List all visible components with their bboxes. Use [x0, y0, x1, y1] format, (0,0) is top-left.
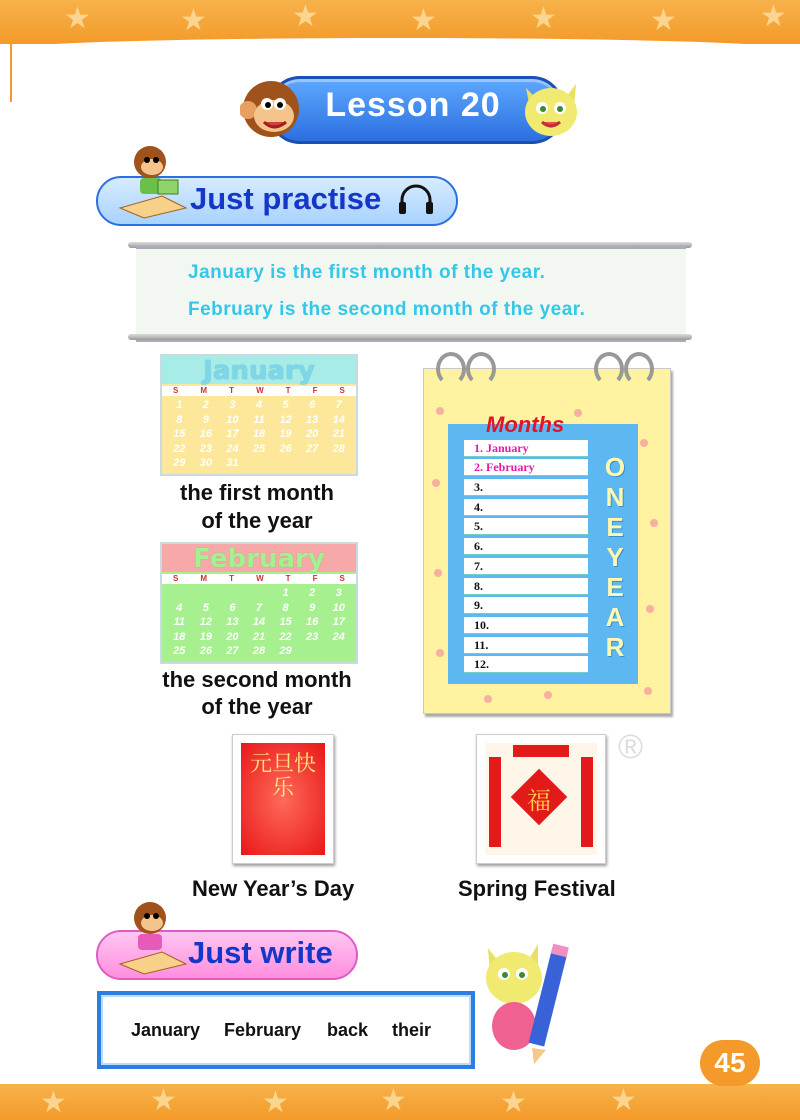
calendar-date: 20	[226, 630, 239, 643]
calendar-date: 9	[202, 413, 209, 426]
star-icon: ★	[530, 1, 557, 36]
calendar-date: 4	[255, 399, 263, 411]
star-icon: ★	[650, 3, 677, 38]
month-row[interactable]: 5.	[464, 518, 588, 535]
one-year-label: ONE YEAR	[604, 452, 626, 662]
calendar-date: 7	[255, 601, 263, 614]
february-calendar	[160, 542, 358, 664]
calendar-date: 15	[173, 428, 186, 441]
calendar-date: 11	[173, 616, 185, 629]
calendar-date: 12	[199, 616, 212, 629]
calendar-date: 5	[282, 399, 289, 411]
calendar-date: 18	[252, 428, 266, 441]
weekday-letter: W	[256, 386, 264, 395]
calendar-weekday-row	[162, 574, 356, 584]
calendar-date: 17	[332, 616, 345, 629]
weekday-letter: F	[312, 386, 318, 395]
month-row: 2. February	[464, 459, 588, 476]
calendar-date: 31	[226, 457, 239, 470]
calendar-date: 19	[199, 630, 212, 643]
calendar-date: 22	[173, 442, 186, 455]
weekday-letter: S	[339, 386, 345, 395]
word-item: February	[224, 1020, 302, 1040]
month-row[interactable]: 10.	[464, 617, 588, 634]
calendar-date: 9	[309, 601, 316, 614]
weekday-letter: T	[229, 386, 235, 395]
registered-watermark: ®	[618, 728, 644, 766]
word-item: January	[131, 1020, 201, 1040]
new-year-card-picture	[232, 734, 334, 864]
calendar-date: 5	[202, 601, 209, 614]
calendar-date: 14	[332, 413, 345, 426]
calendar-date: 7	[335, 399, 342, 411]
month-row[interactable]: 9.	[464, 597, 588, 614]
binder-ring-icon	[624, 352, 654, 386]
door-lintel	[513, 745, 569, 757]
left-border-line	[10, 44, 12, 102]
calendar-date: 2	[309, 587, 316, 599]
star-icon: ★	[262, 1085, 289, 1120]
month-row: 1. January	[464, 440, 588, 457]
star-icon: ★	[292, 0, 319, 34]
star-icon: ★	[500, 1085, 527, 1120]
calendar-date: 27	[226, 645, 239, 658]
star-icon: ★	[610, 1083, 637, 1118]
calendar-date: 28	[252, 645, 266, 658]
calendar-date: 30	[199, 457, 212, 470]
binder-ring-icon	[466, 352, 496, 386]
weekday-letter: T	[285, 386, 291, 395]
calendar-date: 6	[229, 601, 236, 614]
calendar-date: 1	[176, 399, 183, 411]
calendar-date: 14	[252, 616, 266, 629]
weekday-letter: T	[229, 574, 235, 583]
calendar-date-grid	[166, 398, 352, 471]
calendar-date: 10	[226, 413, 239, 426]
calendar-date: 26	[199, 645, 212, 658]
calendar-date: 3	[229, 399, 236, 411]
month-row[interactable]: 6.	[464, 538, 588, 555]
star-icon: ★	[180, 3, 207, 38]
star-icon: ★	[380, 1083, 407, 1118]
headphones-icon[interactable]	[396, 182, 436, 216]
calendar-date: 15	[279, 616, 292, 629]
calendar-date: 8	[176, 413, 183, 426]
calendar-date: 8	[282, 601, 289, 614]
weekday-letter: M	[200, 574, 208, 583]
february-caption-line2: of the year	[201, 694, 313, 719]
weekday-letter: S	[173, 386, 179, 395]
january-caption-line2: of the year	[201, 508, 313, 533]
month-row[interactable]: 7.	[464, 558, 588, 575]
calendar-blank	[193, 586, 220, 601]
calendar-date: 27	[306, 442, 319, 455]
lesson-title: Lesson 20	[325, 86, 501, 124]
calendar-date: 4	[176, 601, 183, 614]
calendar-date: 12	[279, 413, 292, 426]
calendar-month-name: January	[162, 356, 356, 384]
calendar-blank	[246, 586, 273, 601]
binder-ring-icon	[594, 352, 624, 386]
page-number: 45	[714, 1047, 746, 1078]
new-year-card-text: 元旦快乐	[249, 752, 316, 801]
cat-with-pencil-icon	[476, 940, 596, 1066]
calendar-date: 22	[279, 630, 292, 643]
sentence-line: February is the second month of the year.	[188, 299, 586, 320]
left-couplet	[489, 757, 501, 847]
calendar-date: 2	[202, 399, 209, 411]
calendar-date: 21	[332, 428, 345, 441]
just-write-title: Just write	[188, 935, 333, 970]
calendar-date: 3	[335, 587, 342, 599]
calendar-date: 19	[279, 428, 292, 441]
calendar-date: 21	[252, 630, 266, 643]
right-couplet	[581, 757, 593, 847]
monkey-reading-icon	[112, 140, 192, 220]
january-calendar	[160, 354, 358, 476]
calendar-date-grid	[166, 586, 352, 659]
month-row[interactable]: 11.	[464, 637, 588, 654]
calendar-date: 26	[279, 442, 292, 455]
weekday-letter: T	[285, 574, 291, 583]
january-caption-line1: the first month	[180, 480, 334, 505]
calendar-month-name: February	[162, 544, 356, 572]
calendar-weekday-row	[162, 386, 356, 396]
calendar-date: 25	[252, 442, 266, 455]
weekday-letter: F	[312, 574, 318, 583]
calendar-date: 18	[173, 630, 186, 643]
calendar-date: 11	[253, 413, 265, 426]
calendar-date: 25	[173, 645, 186, 658]
weekday-letter: S	[173, 574, 179, 583]
calendar-date: 1	[282, 587, 289, 599]
sentence-line: January is the first month of the year.	[188, 262, 546, 283]
spring-festival-picture	[476, 734, 606, 864]
calendar-date: 23	[306, 630, 319, 643]
calendar-date: 23	[199, 442, 212, 455]
calendar-date: 24	[332, 630, 345, 643]
binder-ring-icon	[436, 352, 466, 386]
month-row[interactable]: 3.	[464, 479, 588, 496]
star-icon: ★	[410, 3, 437, 38]
word-item: back	[327, 1020, 369, 1040]
star-icon: ★	[40, 1085, 67, 1120]
cat-face-icon	[520, 78, 582, 140]
weekday-letter: W	[256, 574, 264, 583]
star-icon: ★	[64, 1, 91, 36]
month-row[interactable]: 12.	[464, 656, 588, 673]
month-row[interactable]: 8.	[464, 578, 588, 595]
calendar-date: 6	[309, 399, 316, 411]
star-icon: ★	[760, 0, 787, 34]
calendar-date: 13	[226, 616, 239, 629]
february-caption-line1: the second month	[162, 667, 352, 692]
calendar-date: 28	[332, 442, 345, 455]
bottom-decorative-band	[0, 1084, 800, 1120]
sentence-scroll	[136, 246, 686, 342]
spring-festival-caption: Spring Festival	[458, 876, 616, 901]
top-decorative-band	[0, 0, 800, 44]
star-icon: ★	[150, 1083, 177, 1118]
calendar-blank	[166, 586, 193, 601]
fu-character: 福	[527, 787, 551, 815]
calendar-date: 29	[173, 457, 186, 470]
calendar-date: 10	[332, 601, 345, 614]
calendar-date: 17	[226, 428, 239, 441]
calendar-date: 16	[199, 428, 212, 441]
calendar-blank	[219, 586, 246, 601]
month-row[interactable]: 4.	[464, 499, 588, 516]
word-item: their	[392, 1020, 432, 1040]
calendar-date: 20	[306, 428, 319, 441]
just-practise-title: Just practise	[190, 181, 382, 216]
calendar-date: 13	[306, 413, 319, 426]
weekday-letter: M	[200, 386, 208, 395]
new-year-caption: New Year’s Day	[192, 876, 355, 901]
calendar-date: 16	[306, 616, 319, 629]
weekday-letter: S	[339, 574, 345, 583]
monkey-writing-icon	[112, 896, 192, 976]
calendar-date: 24	[226, 442, 239, 455]
calendar-date: 29	[279, 645, 292, 658]
months-title: Months	[486, 412, 565, 437]
scroll-bottom-rod	[128, 334, 692, 340]
monkey-face-icon	[240, 78, 302, 140]
